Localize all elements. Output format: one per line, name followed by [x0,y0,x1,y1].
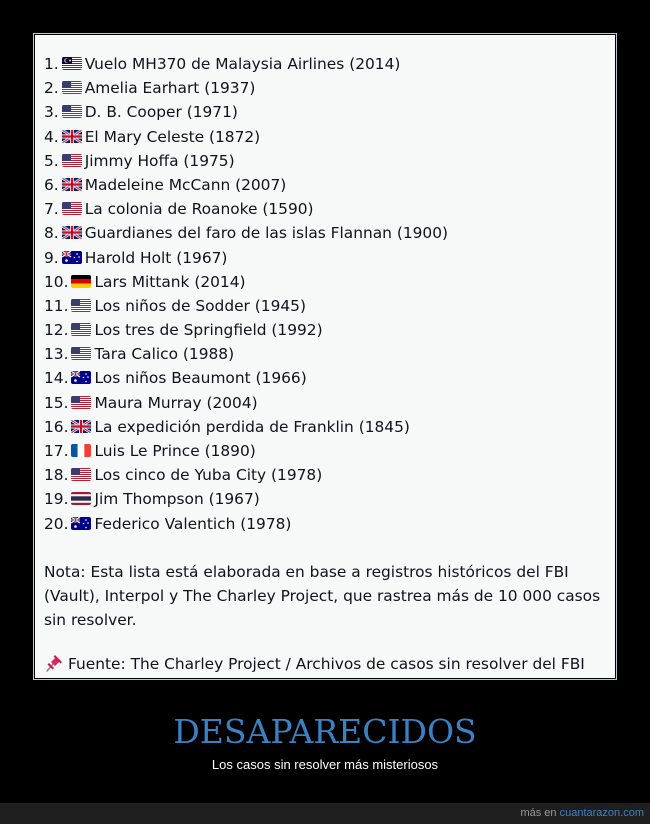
list-item [44,221,615,245]
usa-flag-icon [71,347,91,360]
list-item-text: Guardianes del faro de las islas Flannan (1900) [84,224,449,243]
post-subtitle: Los casos sin resolver más misteriosos [211,757,439,772]
footer-text [520,807,644,819]
france-flag-icon [71,444,91,457]
list-item-text: Tara Calico (1988) [94,345,235,364]
list-item [44,173,615,197]
list-item-text: Maura Murray (2004) [94,393,258,412]
list-item-text: Lars Mittank (2014) [94,272,246,291]
list-item [44,125,615,149]
list-item-number: 11. [44,296,69,315]
pushpin-icon [44,653,64,673]
malaysia-flag-icon [62,57,82,70]
australia-flag-icon [71,517,91,530]
note-text: Nota: Esta lista está elaborada en base a registros históricos del FBI (Vault), Interpol y The Charley Project, que rastrea más de 10 000 casos sin resolver. [44,562,601,630]
australia-flag-icon [71,371,91,384]
list-item-text: Vuelo MH370 de Malaysia Airlines (2014) [84,55,401,73]
case-list [44,52,615,536]
list-item [44,246,615,270]
list-item-number: 9. [44,248,59,267]
list-item-number: 3. [44,103,59,122]
list-item [44,415,615,439]
list-item-number: 10. [44,272,69,291]
list-item-text: La expedición perdida de Franklin (1845) [94,417,410,436]
list-item-text: Federico Valentich (1978) [94,514,292,533]
list-item-number: 20. [44,514,69,533]
list-item-text: Madeleine McCann (2007) [84,175,287,194]
list-item-number: 13. [44,345,69,364]
list-item-text: Harold Holt (1967) [84,248,228,267]
usa-flag-icon [71,396,91,409]
list-item-text: Luis Le Prince (1890) [94,442,256,460]
list-item [44,439,615,463]
uk-flag-icon [62,130,82,143]
australia-flag-icon [62,251,82,264]
list-item-text: Jim Thompson (1967) [94,490,260,509]
list-item [44,391,615,415]
footer-prefix: más en [520,807,557,819]
list-item-number: 8. [44,224,59,243]
usa-flag-icon [71,468,91,481]
source-line [44,652,615,676]
list-item-number: 14. [44,369,69,388]
list-item [44,100,615,124]
site-footer [0,803,650,824]
list-item-text: Los cinco de Yuba City (1978) [94,466,323,485]
list-item-number: 4. [44,127,59,146]
list-item-number: 16. [44,417,69,436]
usa-flag-icon [71,299,91,312]
list-item-number: 17. [44,442,69,460]
usa-flag-icon [62,202,82,215]
post-image-frame [33,33,617,680]
usa-flag-icon [62,81,82,94]
screenshot-card [35,35,615,678]
list-item-text: Los tres de Springfield (1992) [94,321,323,340]
usa-flag-icon [62,105,82,118]
list-item-number: 2. [44,79,59,98]
list-item-text: La colonia de Roanoke (1590) [84,200,314,219]
list-item-text: Los niños de Sodder (1945) [94,296,306,315]
thailand-flag-icon [71,492,91,505]
list-item-text: Amelia Earhart (1937) [84,79,256,98]
list-item-number: 12. [44,321,69,340]
list-item-number: 5. [44,151,59,170]
uk-flag-icon [62,226,82,239]
list-item-number: 1. [44,55,59,73]
post-title: DESAPARECIDOS [173,712,477,751]
list-item [44,463,615,487]
list-item-text: D. B. Cooper (1971) [84,103,238,122]
list-item [44,76,615,100]
list-item-number: 7. [44,200,59,219]
list-item-number: 18. [44,466,69,485]
uk-flag-icon [62,178,82,191]
list-item-text: Los niños Beaumont (1966) [94,369,307,388]
list-item [44,512,615,536]
list-item [44,318,615,342]
usa-flag-icon [71,323,91,336]
list-item-text: El Mary Celeste (1872) [84,127,261,146]
germany-flag-icon [71,275,91,288]
usa-flag-icon [62,154,82,167]
list-item-number: 6. [44,175,59,194]
list-item [44,294,615,318]
list-item [44,270,615,294]
list-item [44,197,615,221]
list-item-number: 15. [44,393,69,412]
list-item [44,342,615,366]
list-item-number: 19. [44,490,69,509]
list-item [44,52,615,76]
uk-flag-icon [71,420,91,433]
list-item [44,487,615,511]
footer-link[interactable]: cuantarazon.com [559,807,644,819]
list-item-text: Jimmy Hoffa (1975) [84,151,235,170]
source-text: Fuente: The Charley Project / Archivos de casos sin resolver del FBI [68,655,585,674]
list-item [44,149,615,173]
list-item [44,366,615,390]
